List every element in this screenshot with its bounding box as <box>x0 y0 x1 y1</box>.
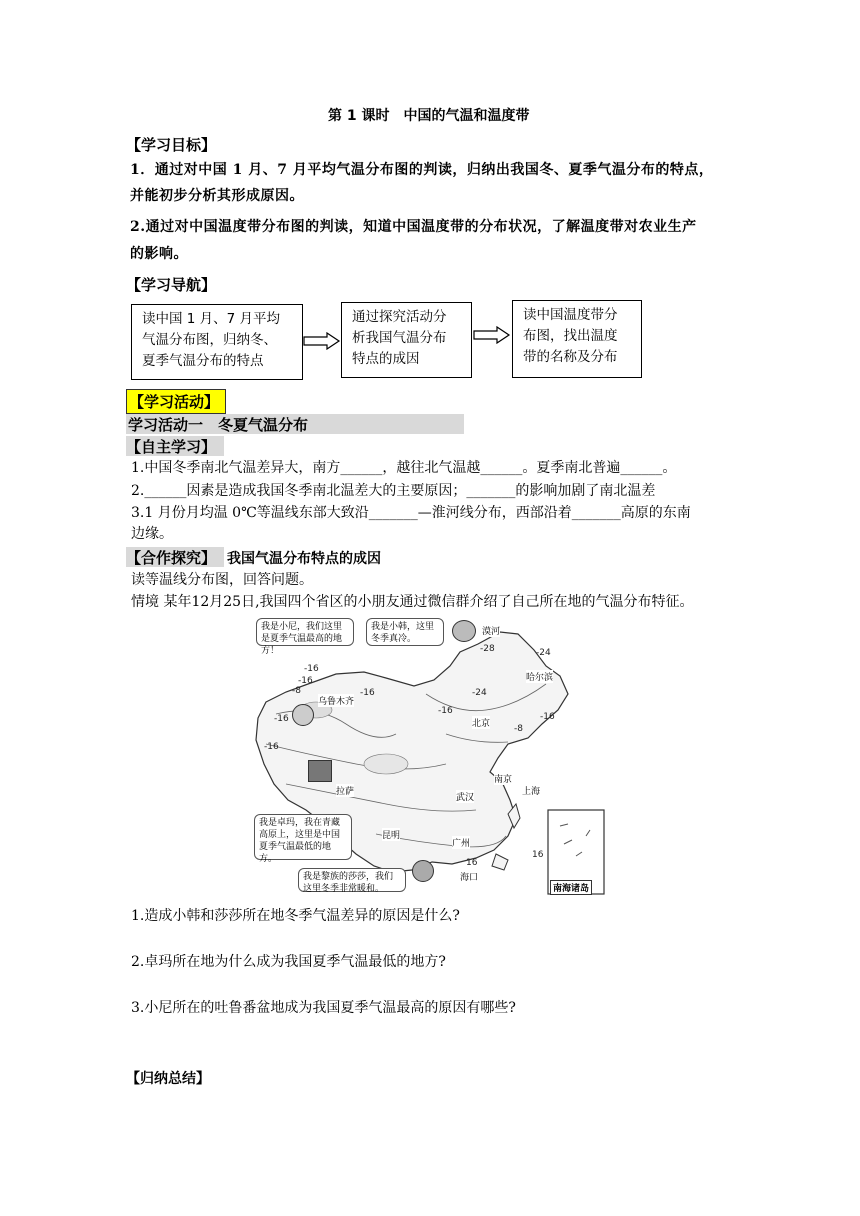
question-3-line-1: 3.1 月份月均温 0℃等温线东部大致沿_______—淮河线分布，西部沿着_______高原的东南 <box>131 505 691 521</box>
city-label: 上海 <box>522 784 540 797</box>
isotherm-label: -16 <box>360 688 375 698</box>
map-question-3: 3.小尼所在的吐鲁番盆地成为我国夏季气温最高的原因有哪些? <box>131 1000 516 1016</box>
city-label: 海口 <box>460 870 478 883</box>
bubble-xiaohan: 我是小韩，这里冬季真冷。 <box>366 618 444 646</box>
question-1: 1.中国冬季南北气温差异大，南方______，越往北气温越______。夏季南北普遍______。 <box>131 460 677 476</box>
isotherm-label: -16 <box>298 676 313 686</box>
self-study-heading: 【自主学习】 <box>126 438 217 456</box>
child-avatar-icon <box>452 620 476 642</box>
question-2: 2.______因素是造成我国冬季南北温差大的主要原因；_______的影响加剧了南北温差 <box>131 483 656 499</box>
city-label: 昆明 <box>382 828 400 841</box>
scenario-text: 情境 某年12月25日,我国四个省区的小朋友通过微信群介绍了自己所在地的气温分布特征。 <box>131 594 694 610</box>
isotherm-label: -16 <box>304 664 319 674</box>
nav-step-1 <box>131 304 303 380</box>
city-label: 武汉 <box>456 790 474 803</box>
isotherm-map <box>246 614 606 898</box>
nav-step-3 <box>512 300 642 378</box>
map-question-2: 2.卓玛所在地为什么成为我国夏季气温最低的地方? <box>131 954 446 970</box>
city-label: 北京 <box>472 716 490 729</box>
nav-heading: 【学习导航】 <box>126 276 217 294</box>
activity-1-title: 学习活动一 冬夏气温分布 <box>128 416 309 434</box>
page-title: 第 1 课时 中国的气温和温度带 <box>328 108 530 124</box>
coop-title: 我国气温分布特点的成因 <box>227 551 381 567</box>
isotherm-label: 16 <box>466 858 478 868</box>
inset-label: 南海诸岛 <box>550 880 592 895</box>
city-label: 广州 <box>452 836 470 849</box>
map-question-1: 1.造成小韩和莎莎所在地冬季气温差异的原因是什么? <box>131 908 460 924</box>
isotherm-label: -16 <box>438 706 453 716</box>
isotherm-label: 16 <box>532 850 544 860</box>
activity-heading: 【学习活动】 <box>126 389 226 414</box>
isotherm-label: -8 <box>292 686 301 696</box>
child-avatar-icon <box>308 760 332 782</box>
goal-2-line-2: 的影响。 <box>130 246 188 262</box>
city-label: 漠河 <box>482 624 500 637</box>
nav-step-2 <box>341 302 472 378</box>
arrow-right-icon <box>303 332 341 350</box>
goals-heading: 【学习目标】 <box>126 136 217 154</box>
isotherm-label: -16 <box>264 742 279 752</box>
isotherm-label: -16 <box>274 714 289 724</box>
nav-step-1-line: 夏季气温分布的特点 <box>142 353 264 369</box>
nav-step-2-line: 析我国气温分布 <box>352 330 447 346</box>
bubble-shasha: 我是黎族的莎莎，我们这里冬季非常暖和。 <box>298 868 406 892</box>
nav-step-1-line: 读中国 1 月、7 月平均 <box>142 311 281 327</box>
nav-step-1-line: 气温分布图，归纳冬、 <box>142 332 277 348</box>
isotherm-label: -8 <box>514 724 523 734</box>
child-avatar-icon <box>412 860 434 882</box>
isotherm-label: -24 <box>472 688 487 698</box>
nav-step-2-line: 通过探究活动分 <box>352 309 447 325</box>
nav-step-3-line: 带的名称及分布 <box>523 349 618 365</box>
isotherm-label: -24 <box>536 648 551 658</box>
city-label: 哈尔滨 <box>526 670 553 683</box>
nav-step-3-line: 布图，找出温度 <box>523 328 618 344</box>
question-3-line-2: 边缘。 <box>131 526 173 542</box>
coop-heading: 【合作探究】 <box>126 549 217 567</box>
isotherm-label: -16 <box>540 712 555 722</box>
bubble-zhuoma: 我是卓玛，我在青藏高原上，这里是中国夏季气温最低的地方。 <box>254 814 352 860</box>
nav-step-2-line: 特点的成因 <box>352 351 420 367</box>
city-label: 南京 <box>494 772 512 785</box>
city-label: 拉萨 <box>336 784 354 797</box>
child-avatar-icon <box>292 704 314 726</box>
city-label: 乌鲁木齐 <box>318 694 354 707</box>
summary-heading: 【归纳总结】 <box>126 1071 210 1087</box>
goal-1-line-2: 并能初步分析其形成原因。 <box>130 188 304 204</box>
goal-1-line-1: 1．通过对中国 1 月、7 月平均气温分布图的判读，归纳出我国冬、夏季气温分布的特点， <box>130 162 714 178</box>
map-instruction: 读等温线分布图，回答问题。 <box>131 572 313 588</box>
goal-2-line-1: 2.通过对中国温度带分布图的判读，知道中国温度带的分布状况，了解温度带对农业生产 <box>130 219 697 235</box>
isotherm-label: -28 <box>480 644 495 654</box>
nav-step-3-line: 读中国温度带分 <box>523 307 618 323</box>
arrow-right-icon <box>473 326 511 344</box>
bubble-xiaoni: 我是小尼，我们这里是夏季气温最高的地方！ <box>256 618 354 646</box>
